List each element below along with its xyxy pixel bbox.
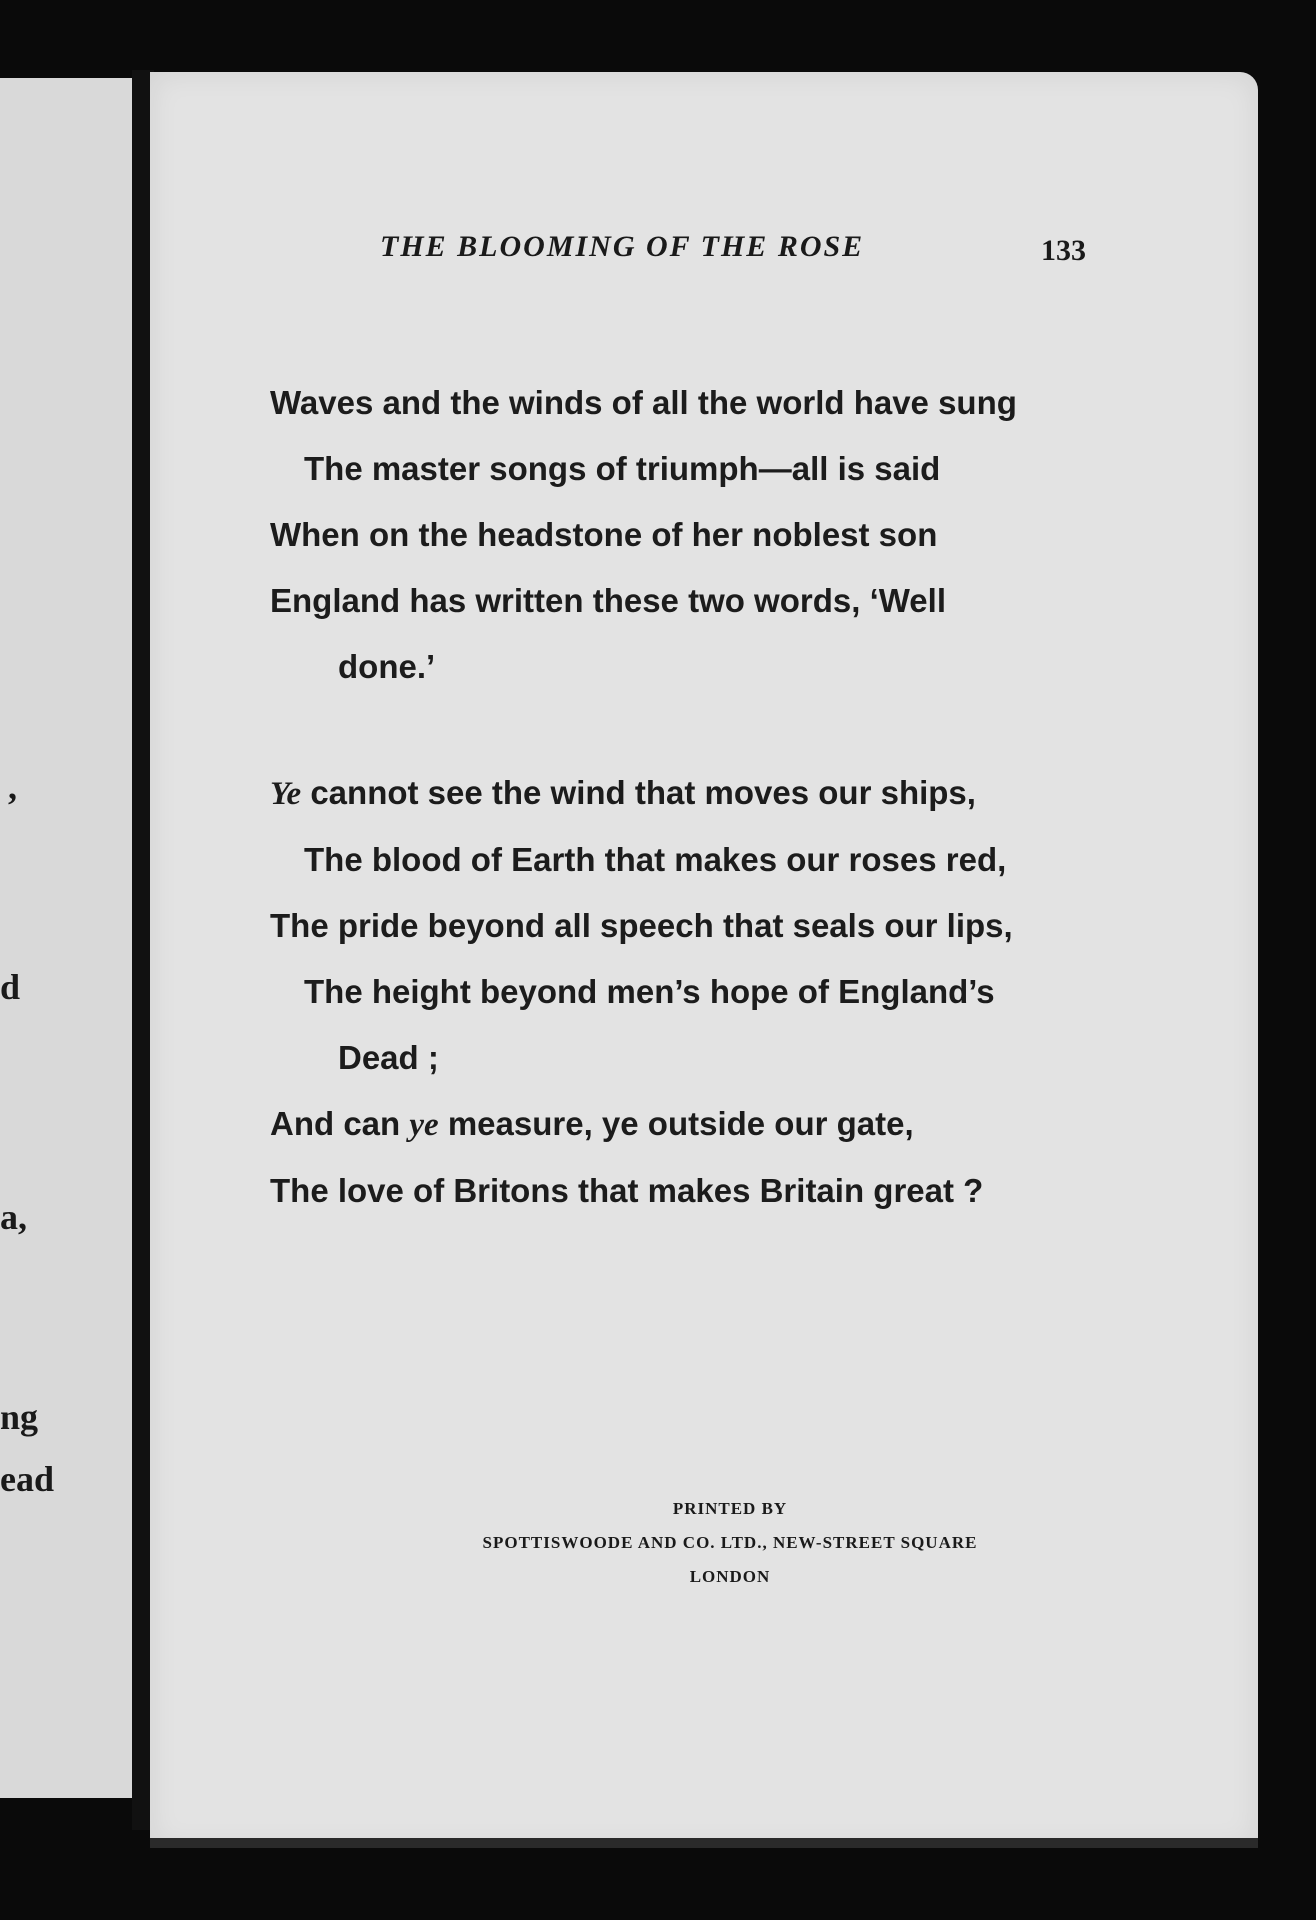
running-head bbox=[380, 230, 1086, 280]
poem-line bbox=[270, 1091, 1190, 1158]
book-page bbox=[150, 72, 1258, 1848]
italic-word: Ye bbox=[270, 776, 302, 812]
italic-word: ye bbox=[409, 1107, 439, 1143]
poem-line-text: cannot see the wind that moves our ships, bbox=[301, 774, 976, 811]
poem-line: The height beyond men’s hope of England’s bbox=[304, 973, 995, 1010]
poem-line: The love of Britons that makes Britain great ? bbox=[270, 1172, 984, 1209]
poem-line: When on the headstone of her noblest son bbox=[270, 516, 938, 553]
poem-line-text: And can bbox=[270, 1105, 410, 1142]
page-number: 133 bbox=[1041, 234, 1086, 267]
stanza-2 bbox=[270, 760, 1190, 1224]
poem-line-text: measure, ye outside our gate, bbox=[438, 1105, 914, 1142]
poem-line: done.’ bbox=[338, 648, 436, 685]
left-page-fragment: d bbox=[0, 967, 21, 1007]
poem-line: Dead ; bbox=[338, 1039, 439, 1076]
printer-imprint bbox=[370, 1492, 1090, 1594]
poem-line: Waves and the winds of all the world have sung bbox=[270, 384, 1017, 421]
left-page-fragment: ng bbox=[0, 1397, 39, 1437]
imprint-line: SPOTTISWOODE AND CO. LTD., NEW-STREET SQUARE bbox=[482, 1533, 978, 1552]
left-page-fragment: ead bbox=[0, 1459, 54, 1499]
poem-line bbox=[270, 760, 1190, 827]
left-page-fragment: , bbox=[8, 767, 17, 807]
poem-line: The blood of Earth that makes our roses red, bbox=[304, 841, 1007, 878]
left-page-fragment: a, bbox=[0, 1197, 27, 1237]
imprint-line: PRINTED BY bbox=[672, 1499, 788, 1518]
poem-line: England has written these two words, ‘Well bbox=[270, 582, 946, 619]
imprint-line: LONDON bbox=[689, 1567, 771, 1586]
poem-line: The master songs of triumph—all is said bbox=[304, 450, 941, 487]
poem-line: The pride beyond all speech that seals our lips, bbox=[270, 907, 1013, 944]
previous-page-edge bbox=[0, 78, 143, 1798]
stanza-1 bbox=[270, 370, 1190, 700]
running-title: THE BLOOMING OF THE ROSE bbox=[380, 230, 865, 263]
page-bottom-edge bbox=[150, 1838, 1258, 1848]
